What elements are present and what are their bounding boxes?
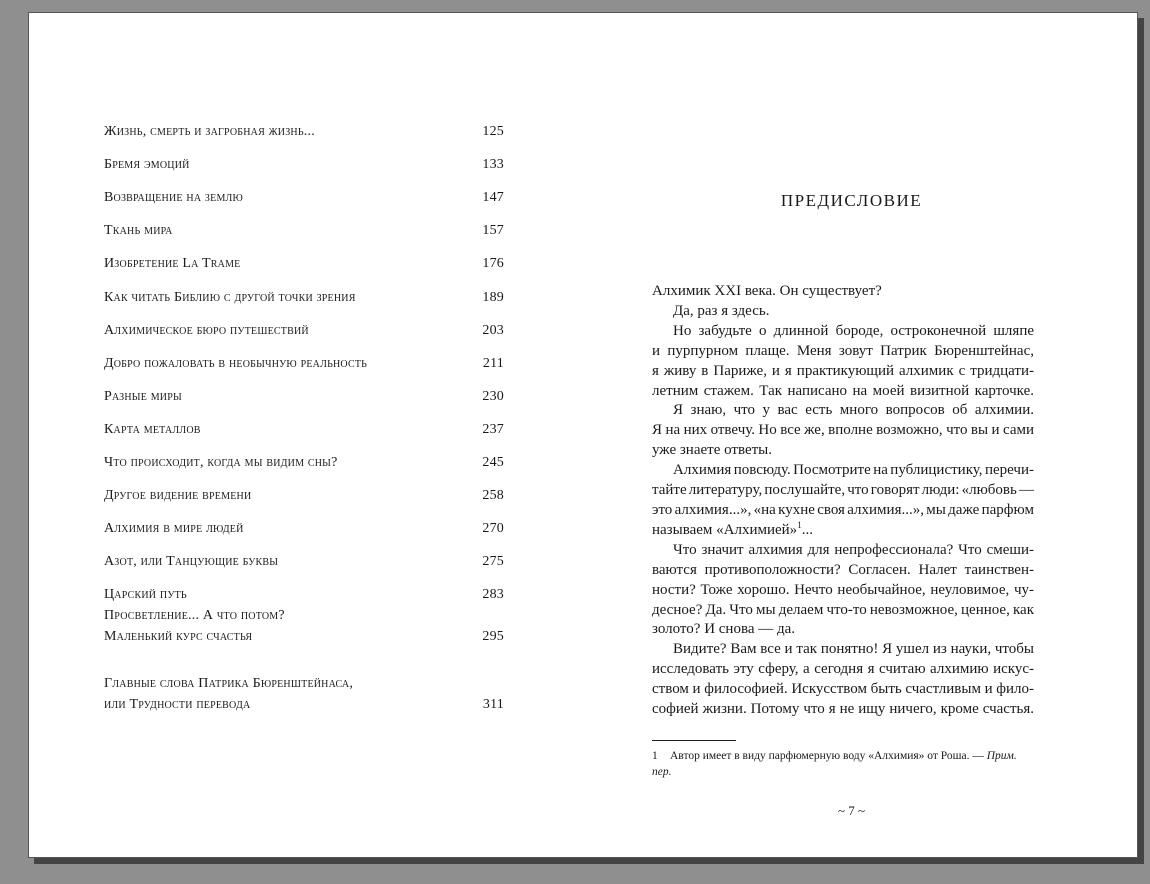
toc-entry-page: 125 <box>482 124 504 140</box>
toc-entry-page: 230 <box>482 388 504 404</box>
toc-entry <box>104 572 504 605</box>
toc-entry-title <box>104 353 367 374</box>
toc-entry-title <box>104 220 173 241</box>
toc-entry-title <box>104 386 182 407</box>
toc-title-line: Маленький курс счастья <box>104 629 253 645</box>
toc-entry <box>104 506 504 539</box>
text-line <box>652 362 1034 382</box>
text-line-content: Алхимия повсюду. Посмотрите на публицистику, перечи- <box>673 462 1034 479</box>
toc-entry <box>104 208 504 241</box>
toc-entry <box>104 109 504 142</box>
toc-title-line: Бремя эмоций <box>104 157 190 173</box>
text-line <box>652 700 1034 720</box>
toc-entry <box>104 341 504 374</box>
book-spread <box>28 12 1138 858</box>
text-line-content: ваются противоположности? Согласен. Налет таинствен- <box>652 561 1034 578</box>
text-line <box>652 282 1034 302</box>
footnote <box>652 748 1034 780</box>
text-line-content: называем «Алхимией» <box>652 521 798 538</box>
toc-entry-title <box>104 154 190 175</box>
text-line <box>652 302 1034 322</box>
text-line <box>652 461 1034 481</box>
toc-title-line: Возвращение на землю <box>104 190 244 206</box>
toc-entry-title <box>104 187 243 208</box>
toc-title-line: Другое видение времени <box>104 488 252 504</box>
toc-entry-page: 270 <box>482 521 504 537</box>
right-page-content <box>652 282 1034 780</box>
text-line <box>652 581 1034 601</box>
toc-entry-title <box>104 485 251 506</box>
text-line <box>652 620 1034 640</box>
text-line-content: и пурпурном плаще. Меня зовут Патрик Бюренштейнас, <box>652 342 1034 359</box>
toc-entry-title <box>104 320 309 341</box>
text-line <box>652 601 1034 621</box>
toc-title-line: Как читать Библию с другой точки зрения <box>104 289 356 305</box>
toc-entry <box>104 605 504 647</box>
text-line-content: ности? Тоже хорошо. Нечто необычайное, неуловимое, чу- <box>652 581 1034 598</box>
text-line-content: исследовать эту сферу, а сегодня я считаю алхимию искус- <box>652 661 1034 678</box>
toc-entry-title <box>104 605 285 647</box>
text-line-content: софией жизни. Потому что я не ищу ничего, кроме счастья. <box>652 701 1034 718</box>
footnote-text: Автор имеет в виду парфюмерную воду «Алхимия» от Роша. — <box>670 749 987 762</box>
toc-entry <box>104 440 504 473</box>
toc-entry-title <box>104 518 244 539</box>
text-line <box>652 421 1034 441</box>
toc-entry-title <box>104 121 315 142</box>
toc-entry-page: 237 <box>482 421 504 437</box>
toc-title-line: Карта металлов <box>104 421 201 437</box>
text-line <box>652 541 1034 561</box>
text-line-content: Да, раз я здесь. <box>673 302 770 319</box>
toc-entry-page: 189 <box>482 289 504 305</box>
footnote-note: Прим. пер. <box>652 749 1017 778</box>
text-line-content: десное? Да. Что мы делаем что-то невозможное, ценное, как <box>652 601 1034 618</box>
toc-entry-page: 311 <box>482 697 504 713</box>
text-line-content: Я на них отвечу. Но все же, вполне возможно, что вы и сами <box>652 422 1034 439</box>
toc-title-line: Алхимия в мире людей <box>104 521 244 537</box>
text-line-content: Видите? Вам все и так понятно! Я ушел из науки, чтобы <box>673 641 1034 658</box>
chapter-title: ПРЕДИСЛОВИЕ <box>780 191 923 210</box>
toc-entry-page: 245 <box>482 455 504 471</box>
toc-entry <box>104 673 504 715</box>
text-line <box>652 322 1034 342</box>
toc-entry <box>104 274 504 307</box>
preface-text <box>652 282 1034 720</box>
toc-title-line: Алхимическое бюро путешествий <box>104 322 309 338</box>
text-line-content: Алхимик XXI века. Он существует? <box>652 283 882 299</box>
toc-entry-page: 258 <box>482 488 504 504</box>
text-line-content: это алхимия...», «на кухне своя алхимия...», мы даже парфюм <box>652 501 1034 518</box>
text-line <box>652 680 1034 700</box>
toc-entry <box>104 308 504 341</box>
toc-title-line: Что происходит, когда мы видим сны? <box>104 455 338 471</box>
text-line <box>652 660 1034 680</box>
toc-entry-page: 147 <box>482 190 504 206</box>
toc-entry <box>104 175 504 208</box>
toc-entry-page: 283 <box>482 587 504 603</box>
toc-entry <box>104 473 504 506</box>
text-line <box>652 382 1034 402</box>
toc-entry <box>104 374 504 407</box>
toc-entry-title <box>104 419 201 440</box>
toc-title-line: Царский путь <box>104 587 187 603</box>
table-of-contents <box>104 109 504 727</box>
text-line-content: золото? И снова — да. <box>652 621 796 638</box>
toc-entry-page: 211 <box>482 355 504 371</box>
toc-entry-page: 203 <box>482 322 504 338</box>
toc-entry-title <box>104 551 278 572</box>
text-line <box>652 401 1034 421</box>
text-line <box>652 501 1034 521</box>
toc-entry-title <box>104 452 338 473</box>
toc-title-line: Азот, или Танцующие буквы <box>104 554 279 570</box>
toc-title-line: Просветление... А что потом? <box>104 608 285 624</box>
toc-entry-title <box>104 287 356 308</box>
footnote-number: 1 <box>652 749 658 762</box>
text-line <box>652 441 1034 461</box>
toc-title-line: Жизнь, смерть и загробная жизнь... <box>104 124 315 140</box>
toc-title-line: или Трудности перевода <box>104 697 251 713</box>
toc-entry-page: 275 <box>482 554 504 570</box>
toc-title-line: Добро пожаловать в необычную реальность <box>104 355 368 371</box>
toc-entry-title <box>104 673 353 715</box>
footnote-divider <box>652 740 736 741</box>
text-line-content: тайте литературу, послушайте, что говорят люди: «любовь — <box>652 482 1034 499</box>
text-line-content: Но забудьте о длинной бороде, остроконечной шляпе <box>673 322 1034 339</box>
toc-entry <box>104 142 504 175</box>
toc-entry-page: 295 <box>482 629 504 645</box>
text-line <box>652 481 1034 501</box>
text-line <box>652 521 1034 541</box>
text-line-content: я живу в Париже, и я практикующий алхимик с тридцати- <box>652 362 1034 379</box>
text-line-content: уже знаете ответы. <box>652 442 772 459</box>
text-line-after: ... <box>801 521 813 538</box>
toc-title-line: Изобретение La Trame <box>104 256 241 272</box>
text-line-content: ством и философией. Искусством быть счастливым и фило- <box>652 681 1034 698</box>
text-line <box>652 561 1034 581</box>
page-number: ~ 7 ~ <box>837 803 866 818</box>
toc-entry-page: 176 <box>482 256 504 272</box>
toc-title-line: Главные слова Патрика Бюренштейнаса, <box>104 676 354 692</box>
toc-entry-page: 157 <box>482 223 504 239</box>
text-line-content: летним стажем. Так написано на моей визитной карточке. <box>652 382 1034 399</box>
toc-entry <box>104 539 504 572</box>
toc-entry <box>104 241 504 274</box>
toc-entry-page: 133 <box>482 157 504 173</box>
text-line <box>652 640 1034 660</box>
toc-title-line: Ткань мира <box>104 223 173 239</box>
toc-entry-title <box>104 584 187 605</box>
text-line-content: Я знаю, что у вас есть много вопросов об алхимии. <box>673 402 1034 419</box>
toc-title-line: Разные миры <box>104 388 182 404</box>
text-line <box>652 342 1034 362</box>
text-line-content: Что значит алхимия для непрофессионала? Что смеши- <box>673 541 1034 558</box>
toc-entry-title <box>104 253 241 274</box>
toc-entry <box>104 407 504 440</box>
footnote-ref: 1 <box>797 519 802 530</box>
